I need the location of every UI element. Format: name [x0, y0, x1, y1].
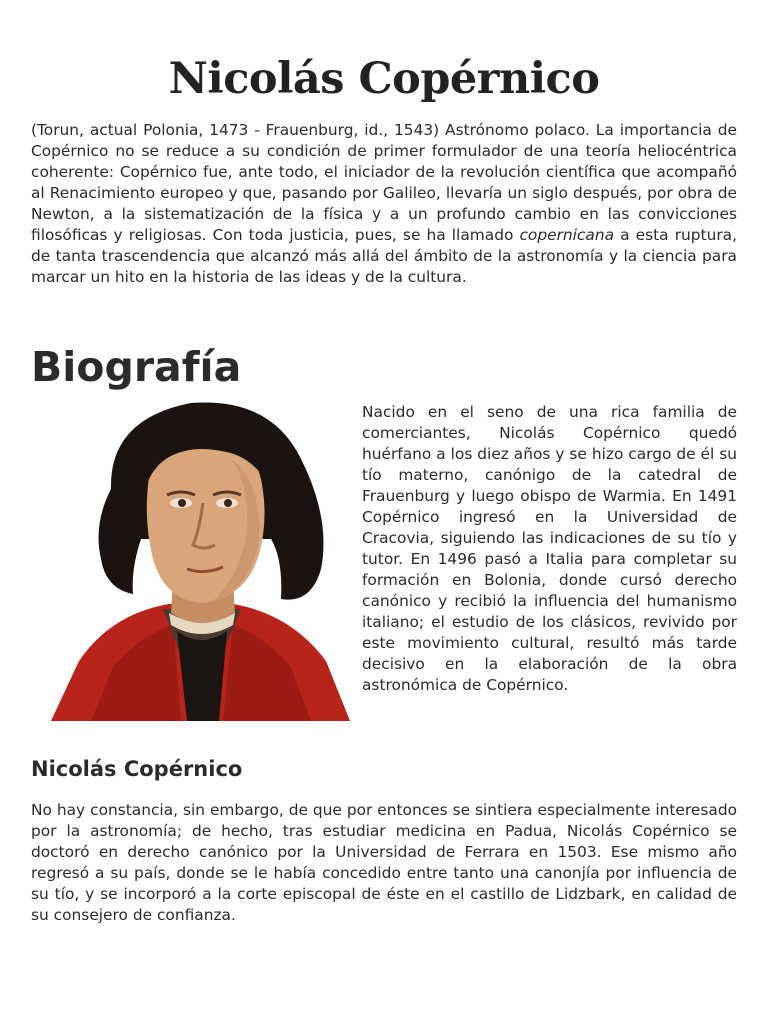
portrait-image — [51, 399, 350, 721]
intro-emphasis: copernicana — [519, 226, 615, 244]
body-paragraph-2: No hay constancia, sin embargo, de que por entonces se sintiera especialmente interesado por la astronomía; de hecho, tras estudiar medicina en Padua, Nicolás Copérnico se doctoró en derecho canónico por la Universidad de Ferrara en 1503. Ese mismo año regresó a su país, donde se le había concedido entre tanto una canonjía por influencia de su tío, y se incorporó a la corte episcopal de éste en el castillo de Lidzbark, en calidad de su consejero de confianza. — [31, 801, 737, 924]
section-heading-biografia: Biografía — [31, 343, 242, 391]
intro-paragraph — [31, 120, 737, 288]
intro-text-end: a esta ruptura, de tanta trascendencia que alcanzó más allá del ámbito de la astronomía y la ciencia para marcar un hito en la historia de las ideas y de la cultura. — [31, 226, 737, 286]
intro-text-start: (Torun, actual Polonia, 1473 - Frauenburg, id., 1543) Astrónomo polaco. La importancia de Copérnico no se reduce a su condición de primer formulador de una teoría heliocéntrica coherente: Copérnico fue, ante todo, el iniciador de la revolución científica que acompañó al Renacimiento europeo y que, pasando por Galileo, llevaría un siglo después, por obra de Newton, a la sistematización de la física y a un profundo cambio en las convicciones filosóficas y religiosas. Con toda justicia, pues, se ha llamado — [31, 121, 737, 244]
document-page — [31, 0, 737, 926]
page-title: Nicolás Copérnico — [168, 54, 600, 104]
biography-paragraph: Nacido en el seno de una rica familia de comerciantes, Nicolás Copérnico quedó huérfano a los diez años y se hizo cargo de él su tío materno, canónigo de la catedral de Frauenburg y luego obispo de Warmia. En 1491 Copérnico ingresó en la Universidad de Cracovia, siguiendo las indicaciones de su tío y tutor. En 1496 pasó a Italia para completar su formación en Bolonia, donde cursó derecho canónico y recibió la influencia del humanismo italiano; el estudio de los clásicos, revivido por este movimiento cultural, resultó más tarde decisivo en la elaboración de la obra astronómica de Copérnico. — [362, 403, 737, 694]
biography-block — [31, 399, 737, 729]
subsection-heading: Nicolás Copérnico — [31, 757, 243, 781]
